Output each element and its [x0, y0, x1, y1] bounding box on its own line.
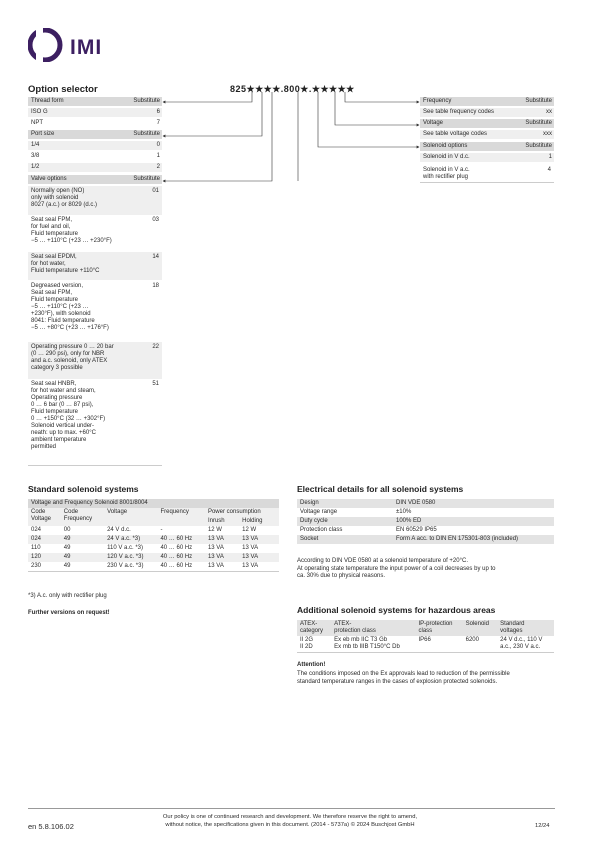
- table-row: Duty cycle 100% ED: [297, 517, 554, 526]
- electrical-table: [297, 499, 554, 544]
- list-item: ISO G 6: [28, 108, 162, 117]
- table-row: II 2G II 2D Ex eb mb IIC T3 Gb Ex mb tb IIIB T150°C Db IP66 6200 24 V d.c., 110 V a.c., 230 V a.c.: [297, 636, 554, 653]
- table-row: Voltage range ±10%: [300, 509, 412, 515]
- standard-solenoid-table: [28, 499, 279, 572]
- column-header: Code Frequency: [63, 509, 93, 522]
- list-item: 3/8 1: [31, 153, 160, 159]
- attention-title: Attention!: [297, 662, 326, 668]
- electrical-title: Electrical details for all solenoid systems: [297, 484, 464, 494]
- column-header: Frequency: [160, 509, 189, 515]
- column-header: ATEX- protection class: [334, 621, 376, 634]
- column-header: Holding: [242, 518, 263, 524]
- table-caption: Voltage and Frequency Solenoid 8001/8004: [31, 500, 148, 506]
- table-row: 110 49 110 V a.c. *3) 40 … 60 Hz 13 VA 13 VA: [31, 545, 259, 551]
- list-item: 1/4 0: [28, 141, 162, 150]
- standard-solenoid-title: Standard solenoid systems: [28, 484, 139, 494]
- table-row: 120 49 120 V a.c. *3) 40 … 60 Hz 13 VA 13 VA: [28, 553, 279, 562]
- thread-form-header: Thread form Substitute: [28, 97, 162, 106]
- frequency-header: Frequency Substitute: [420, 97, 554, 106]
- voltage-header: Voltage Substitute: [420, 119, 554, 128]
- table-row: Protection class EN 60529 IP65: [300, 527, 437, 533]
- valve-options-header: Valve options Substitute: [28, 175, 162, 184]
- table-row: Socket Form A acc. to DIN EN 175301-803 (included): [297, 535, 554, 544]
- solenoid-options-header: Solenoid options Substitute: [420, 142, 554, 151]
- electrical-note: According to DIN VDE 0580 at a solenoid temperature of +20°C. At operating state temperature the input power of a coil decreases by up to ca. 30% due to physical reasons.: [297, 558, 496, 579]
- doc-id: en 5.8.106.02: [28, 822, 74, 831]
- port-size-header: Port size Substitute: [28, 130, 162, 139]
- option-selector-title: Option selector: [28, 84, 98, 95]
- table-row: Design DIN VDE 0580: [297, 499, 554, 508]
- column-header: IP-protection class: [418, 621, 453, 634]
- table-row: 230 49 230 V a.c. *3) 40 … 60 Hz 13 VA 13 VA: [28, 562, 279, 572]
- hazardous-title: Additional solenoid systems for hazardous areas: [297, 605, 496, 615]
- list-item: Degreased version, Seat seal FPM, Fluid temperature −5 … +110°C (+23 … +230°F), with solenoid 8041: Fluid temperature −5 … +80°C (+23 … +176°F) 18: [31, 283, 159, 331]
- column-header: Code Voltage: [31, 509, 52, 522]
- table-row: 024 49 24 V a.c. *3) 40 … 60 Hz 13 VA 13 VA: [28, 535, 279, 544]
- list-item: Seat seal FPM, for fuel and oil, Fluid temperature −5 … +110°C (+23 … +230°F) 03: [31, 217, 159, 244]
- order-code: 825★★★★.800★.★★★★★: [230, 84, 355, 94]
- table-row: 024 00 24 V d.c. - 12 W 12 W: [31, 527, 257, 533]
- attention-text: The conditions imposed on the Ex approvals lead to reduction of the permissible standard temperature ranges in the cases of explosion protected solenoids.: [297, 671, 510, 685]
- list-item: Solenoid in V a.c. with rectifier plug 4: [420, 165, 554, 183]
- list-item: Seat seal EPDM, for hot water, Fluid temperature +110°C 14: [28, 252, 162, 280]
- column-header: Inrush: [207, 518, 225, 524]
- column-header: Voltage: [107, 509, 128, 515]
- list-item: Normally open (NO) only with solenoid 8027 (a.c.) or 8029 (d.c.) 01: [28, 186, 162, 215]
- footer-divider: [28, 808, 555, 809]
- column-header: Solenoid: [465, 621, 489, 627]
- footnote: *3) A.c. only with rectifier plug: [28, 593, 107, 599]
- further-versions: Further versions on request!: [28, 610, 110, 616]
- list-item: NPT 7: [31, 120, 160, 126]
- page-number: 12/24: [535, 823, 550, 829]
- list-item: See table frequency codes xx: [420, 108, 554, 117]
- list-item: Solenoid in V d.c. 1: [420, 153, 554, 162]
- column-header: Standard voltages: [500, 621, 525, 634]
- hazardous-table: [297, 620, 554, 653]
- column-header: Power consumption: [207, 509, 261, 515]
- logo-text: IMI: [70, 36, 103, 59]
- list-item: 1/2 2: [28, 163, 162, 172]
- list-item: Seat seal HNBR, for hot water and steam, Operating pressure 0 … 6 bar (0 … 87 psi), Fluid temperature 0 … +150°C (32 … +302°F) Solenoid vertical under- neath: up to max. +60°C ambient temperature permitted 51: [28, 379, 162, 466]
- list-item: See table voltage codes xxx: [420, 130, 554, 139]
- column-header: ATEX- category: [300, 621, 324, 634]
- policy-text: Our policy is one of continued research and development. We therefore reserve the right to amend, without notice, the specifications given in this document. (2014 - 5737a) © 2024 Buschjost GmbH: [162, 814, 418, 828]
- list-item: Operating pressure 0 … 20 bar (0 … 290 psi), only for NBR and a.c. solenoid, only ATEX category 3 possible 22: [28, 342, 162, 379]
